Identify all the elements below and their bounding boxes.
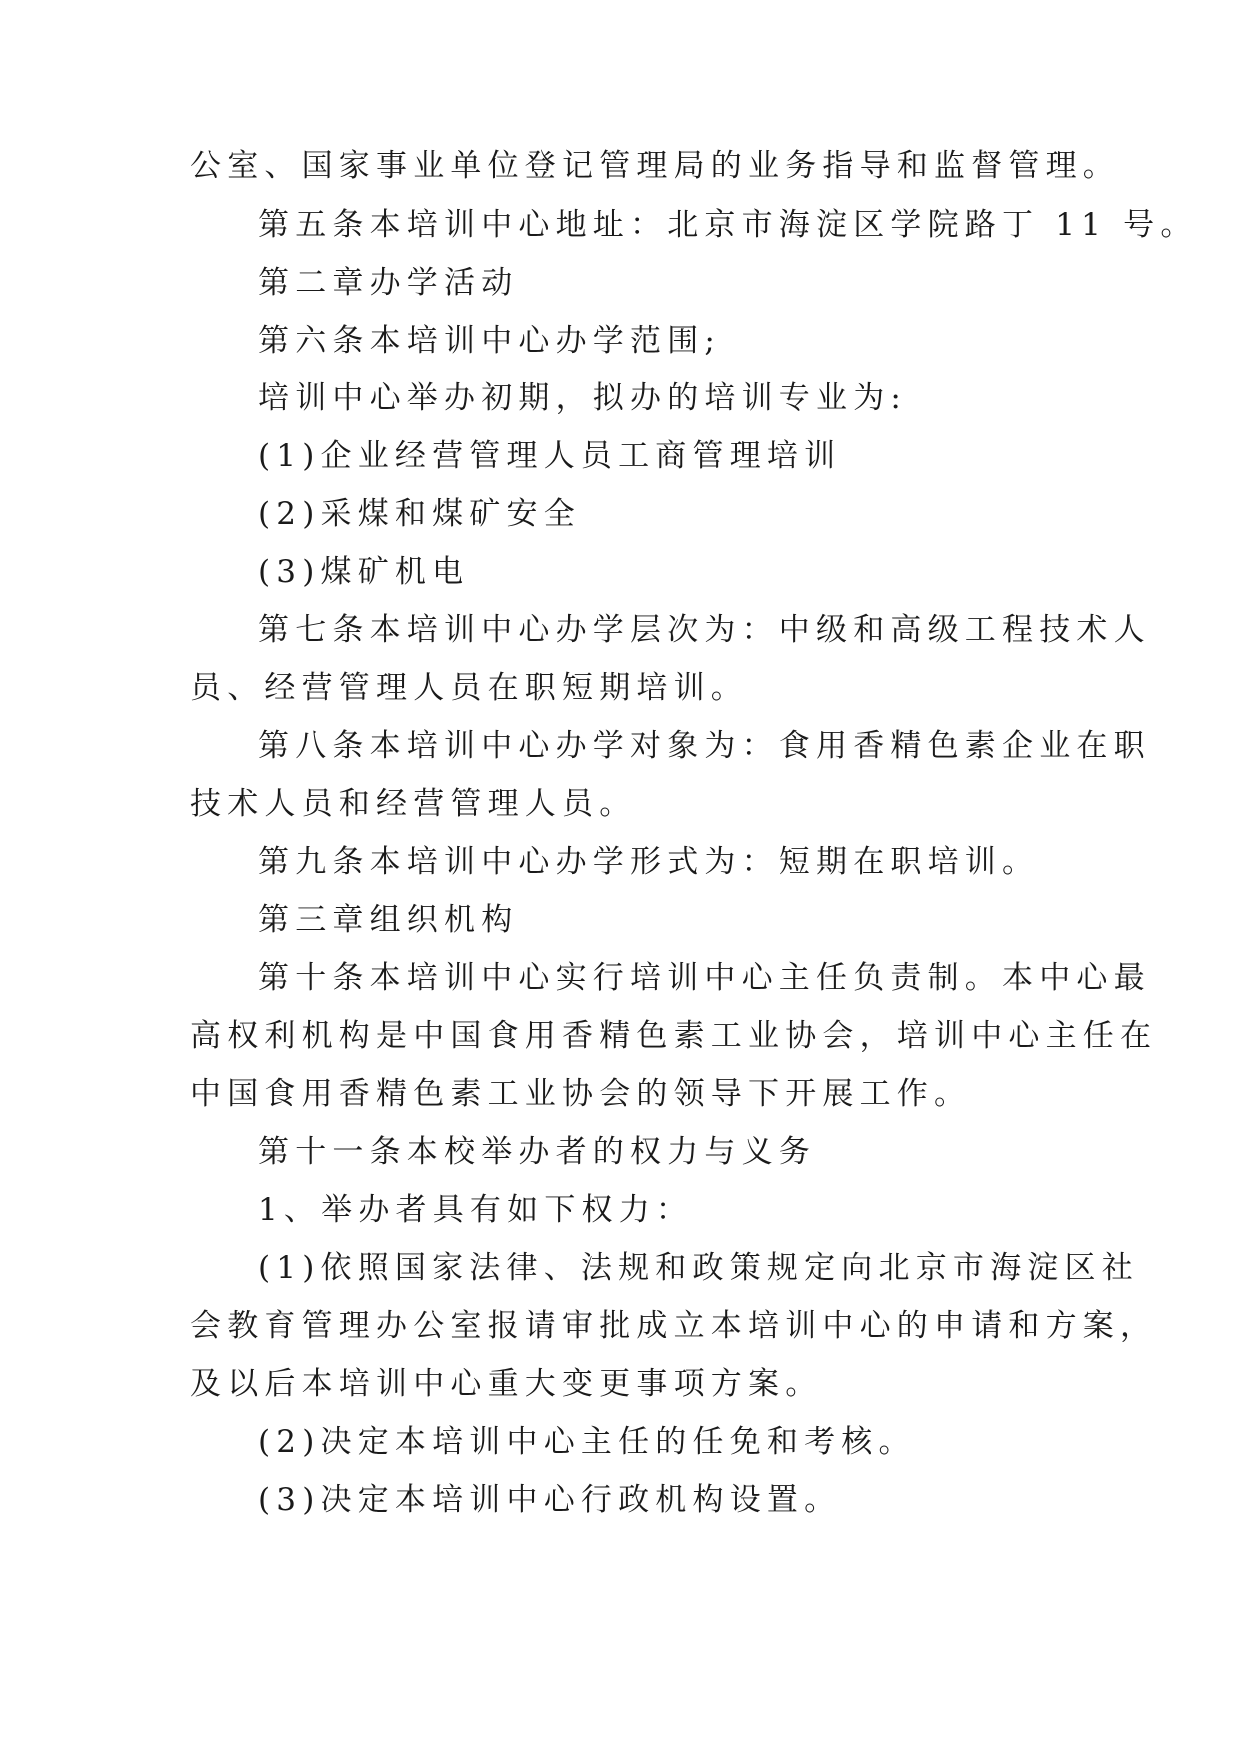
- text-line: 公室、国家事业单位登记管理局的业务指导和监督管理。: [190, 148, 1120, 184]
- list-item: (2)决定本培训中心主任的任免和考核。: [258, 1424, 916, 1460]
- text-line: 中国食用香精色素工业协会的领导下开展工作。: [190, 1076, 972, 1112]
- text-line: 培训中心举办初期，拟办的培训专业为:: [258, 380, 908, 416]
- text-line: 第十一条本校举办者的权力与义务: [258, 1134, 816, 1170]
- section-heading: 第二章办学活动: [258, 265, 519, 301]
- list-item: (3)煤矿机电: [258, 554, 470, 590]
- text-line: 第七条本培训中心办学层次为：中级和高级工程技术人: [258, 612, 1151, 648]
- text-line: 高权利机构是中国食用香精色素工业协会，培训中心主任在: [190, 1018, 1158, 1054]
- text-line: 及以后本培训中心重大变更事项方案。: [190, 1366, 823, 1402]
- text-line: 第八条本培训中心办学对象为：食用香精色素企业在职: [258, 728, 1151, 764]
- list-item: (1)依照国家法律、法规和政策规定向北京市海淀区社: [258, 1250, 1139, 1286]
- list-item: (3)决定本培训中心行政机构设置。: [258, 1482, 842, 1518]
- list-item: (2)采煤和煤矿安全: [258, 496, 581, 532]
- list-item: 1、举办者具有如下权力：: [258, 1192, 694, 1228]
- text-line: 第九条本培训中心办学形式为：短期在职培训。: [258, 844, 1040, 880]
- text-line: 会教育管理办公室报请审批成立本培训中心的申请和方案，: [190, 1308, 1158, 1344]
- text-line: 第五条本培训中心地址：北京市海淀区学院路丁 11 号。: [258, 207, 1198, 243]
- text-line: 技术人员和经营管理人员。: [190, 786, 637, 822]
- text-line: 第十条本培训中心实行培训中心主任负责制。本中心最: [258, 960, 1151, 996]
- list-item: (1)企业经营管理人员工商管理培训: [258, 438, 842, 474]
- section-heading: 第三章组织机构: [258, 902, 519, 938]
- text-line: 第六条本培训中心办学范围;: [258, 323, 722, 359]
- text-line: 员、经营管理人员在职短期培训。: [190, 670, 748, 706]
